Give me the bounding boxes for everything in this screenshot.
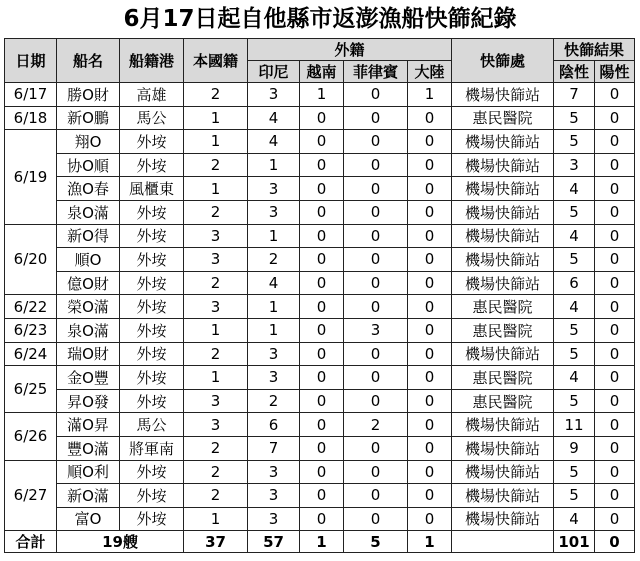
philippines-count: 0 (344, 389, 408, 413)
screening-site: 機場快篩站 (452, 271, 554, 295)
negative-count: 5 (554, 389, 595, 413)
negative-count: 5 (554, 248, 595, 272)
date-cell: 6/26 (5, 413, 57, 460)
vietnam-count: 0 (300, 248, 344, 272)
negative-count: 4 (554, 295, 595, 319)
totals-row (5, 531, 635, 553)
negative-count: 4 (554, 366, 595, 390)
header-boat: 船名 (57, 39, 120, 83)
indonesia-count: 1 (248, 318, 300, 342)
philippines-count: 0 (344, 130, 408, 154)
date-cell: 6/24 (5, 342, 57, 366)
boat-name: 新O鵬 (57, 106, 120, 130)
domestic-count: 1 (184, 130, 248, 154)
vietnam-count: 0 (300, 271, 344, 295)
vietnam-count: 1 (300, 83, 344, 107)
positive-count: 0 (595, 366, 635, 390)
home-port: 風櫃東 (120, 177, 184, 201)
table-row (5, 436, 635, 460)
table-row (5, 271, 635, 295)
china-count: 0 (408, 318, 452, 342)
domestic-count: 2 (184, 83, 248, 107)
indonesia-count: 3 (248, 83, 300, 107)
indonesia-count: 6 (248, 413, 300, 437)
table-row (5, 460, 635, 484)
home-port: 外垵 (120, 271, 184, 295)
vietnam-count: 0 (300, 436, 344, 460)
table-row (5, 153, 635, 177)
boat-name: 翔O (57, 130, 120, 154)
positive-count: 0 (595, 484, 635, 508)
boat-name: 昇O發 (57, 389, 120, 413)
indonesia-count: 7 (248, 436, 300, 460)
screening-site: 機場快篩站 (452, 200, 554, 224)
indonesia-count: 3 (248, 366, 300, 390)
screening-site: 惠民醫院 (452, 106, 554, 130)
philippines-count: 0 (344, 366, 408, 390)
date-cell: 6/27 (5, 460, 57, 531)
totals-china: 1 (408, 531, 452, 553)
header-vietnam: 越南 (300, 61, 344, 83)
philippines-count: 0 (344, 83, 408, 107)
boat-name: 順O (57, 248, 120, 272)
boat-name: 滿O昇 (57, 413, 120, 437)
indonesia-count: 4 (248, 130, 300, 154)
screening-site: 機場快篩站 (452, 460, 554, 484)
table-row (5, 318, 635, 342)
screening-table (4, 38, 635, 553)
china-count: 0 (408, 295, 452, 319)
negative-count: 5 (554, 200, 595, 224)
date-cell: 6/25 (5, 366, 57, 413)
home-port: 外垵 (120, 366, 184, 390)
positive-count: 0 (595, 507, 635, 531)
home-port: 外垵 (120, 153, 184, 177)
indonesia-count: 4 (248, 106, 300, 130)
negative-count: 6 (554, 271, 595, 295)
philippines-count: 0 (344, 507, 408, 531)
home-port: 外垵 (120, 248, 184, 272)
china-count: 0 (408, 153, 452, 177)
header-result: 快篩結果 (554, 39, 635, 61)
table-body (5, 83, 635, 531)
china-count: 0 (408, 248, 452, 272)
vietnam-count: 0 (300, 295, 344, 319)
totals-boats: 19艘 (57, 531, 184, 553)
date-cell: 6/23 (5, 318, 57, 342)
domestic-count: 1 (184, 366, 248, 390)
positive-count: 0 (595, 130, 635, 154)
screening-site: 機場快篩站 (452, 83, 554, 107)
china-count: 0 (408, 460, 452, 484)
home-port: 馬公 (120, 106, 184, 130)
header-date: 日期 (5, 39, 57, 83)
home-port: 外垵 (120, 224, 184, 248)
vietnam-count: 0 (300, 366, 344, 390)
domestic-count: 3 (184, 248, 248, 272)
home-port: 外垵 (120, 200, 184, 224)
home-port: 外垵 (120, 460, 184, 484)
table-row (5, 507, 635, 531)
boat-name: 漁O春 (57, 177, 120, 201)
vietnam-count: 0 (300, 177, 344, 201)
philippines-count: 0 (344, 295, 408, 319)
indonesia-count: 3 (248, 460, 300, 484)
domestic-count: 2 (184, 342, 248, 366)
header-negative: 陰性 (554, 61, 595, 83)
home-port: 外垵 (120, 342, 184, 366)
date-cell: 6/17 (5, 83, 57, 107)
positive-count: 0 (595, 271, 635, 295)
indonesia-count: 2 (248, 389, 300, 413)
china-count: 0 (408, 436, 452, 460)
vietnam-count: 0 (300, 153, 344, 177)
china-count: 0 (408, 389, 452, 413)
philippines-count: 0 (344, 224, 408, 248)
vietnam-count: 0 (300, 224, 344, 248)
date-cell: 6/18 (5, 106, 57, 130)
indonesia-count: 4 (248, 271, 300, 295)
table-row (5, 389, 635, 413)
philippines-count: 0 (344, 484, 408, 508)
boat-name: 順O利 (57, 460, 120, 484)
vietnam-count: 0 (300, 200, 344, 224)
table-row (5, 366, 635, 390)
indonesia-count: 1 (248, 295, 300, 319)
negative-count: 11 (554, 413, 595, 437)
china-count: 0 (408, 177, 452, 201)
positive-count: 0 (595, 436, 635, 460)
china-count: 0 (408, 106, 452, 130)
table-row (5, 248, 635, 272)
philippines-count: 2 (344, 413, 408, 437)
philippines-count: 0 (344, 106, 408, 130)
screening-site: 惠民醫院 (452, 389, 554, 413)
totals-indonesia: 57 (248, 531, 300, 553)
boat-name: 新O得 (57, 224, 120, 248)
domestic-count: 2 (184, 200, 248, 224)
domestic-count: 2 (184, 484, 248, 508)
table-row (5, 224, 635, 248)
china-count: 1 (408, 83, 452, 107)
negative-count: 5 (554, 106, 595, 130)
screening-site: 機場快篩站 (452, 130, 554, 154)
header-positive: 陽性 (595, 61, 635, 83)
home-port: 將軍南 (120, 436, 184, 460)
header-philippines: 菲律賓 (344, 61, 408, 83)
philippines-count: 0 (344, 153, 408, 177)
table-row (5, 342, 635, 366)
home-port: 外垵 (120, 295, 184, 319)
positive-count: 0 (595, 413, 635, 437)
vietnam-count: 0 (300, 130, 344, 154)
header-port: 船籍港 (120, 39, 184, 83)
china-count: 0 (408, 224, 452, 248)
negative-count: 3 (554, 153, 595, 177)
domestic-count: 2 (184, 436, 248, 460)
boat-name: 富O (57, 507, 120, 531)
domestic-count: 3 (184, 413, 248, 437)
header-domestic: 本國籍 (184, 39, 248, 83)
screening-site: 機場快篩站 (452, 413, 554, 437)
indonesia-count: 1 (248, 153, 300, 177)
domestic-count: 3 (184, 389, 248, 413)
table-row (5, 177, 635, 201)
domestic-count: 2 (184, 271, 248, 295)
indonesia-count: 3 (248, 507, 300, 531)
positive-count: 0 (595, 200, 635, 224)
table-row (5, 106, 635, 130)
positive-count: 0 (595, 153, 635, 177)
positive-count: 0 (595, 389, 635, 413)
philippines-count: 0 (344, 460, 408, 484)
philippines-count: 0 (344, 436, 408, 460)
header-foreign: 外籍 (248, 39, 452, 61)
totals-domestic: 37 (184, 531, 248, 553)
screening-site: 機場快篩站 (452, 507, 554, 531)
boat-name: 协O順 (57, 153, 120, 177)
china-count: 0 (408, 507, 452, 531)
table-row (5, 200, 635, 224)
philippines-count: 0 (344, 271, 408, 295)
negative-count: 4 (554, 224, 595, 248)
boat-name: 億O財 (57, 271, 120, 295)
positive-count: 0 (595, 295, 635, 319)
negative-count: 9 (554, 436, 595, 460)
indonesia-count: 3 (248, 177, 300, 201)
vietnam-count: 0 (300, 484, 344, 508)
negative-count: 5 (554, 342, 595, 366)
positive-count: 0 (595, 248, 635, 272)
vietnam-count: 0 (300, 342, 344, 366)
china-count: 0 (408, 200, 452, 224)
vietnam-count: 0 (300, 413, 344, 437)
home-port: 高雄 (120, 83, 184, 107)
domestic-count: 1 (184, 318, 248, 342)
positive-count: 0 (595, 224, 635, 248)
domestic-count: 1 (184, 106, 248, 130)
negative-count: 5 (554, 484, 595, 508)
philippines-count: 3 (344, 318, 408, 342)
vietnam-count: 0 (300, 507, 344, 531)
header-indonesia: 印尼 (248, 61, 300, 83)
totals-site (452, 531, 554, 553)
table-row (5, 484, 635, 508)
screening-site: 機場快篩站 (452, 248, 554, 272)
table-title: 6月17日起自他縣市返澎漁船快篩紀錄 (123, 6, 517, 32)
home-port: 外垵 (120, 318, 184, 342)
china-count: 0 (408, 342, 452, 366)
screening-site: 惠民醫院 (452, 295, 554, 319)
date-cell: 6/19 (5, 130, 57, 224)
boat-name: 泉O滿 (57, 200, 120, 224)
vietnam-count: 0 (300, 389, 344, 413)
domestic-count: 2 (184, 460, 248, 484)
screening-site: 機場快篩站 (452, 342, 554, 366)
totals-vietnam: 1 (300, 531, 344, 553)
boat-name: 金O豐 (57, 366, 120, 390)
boat-name: 榮O滿 (57, 295, 120, 319)
china-count: 0 (408, 366, 452, 390)
philippines-count: 0 (344, 342, 408, 366)
indonesia-count: 2 (248, 248, 300, 272)
table-row (5, 413, 635, 437)
table-row (5, 83, 635, 107)
totals-label: 合計 (5, 531, 57, 553)
negative-count: 4 (554, 177, 595, 201)
indonesia-count: 3 (248, 342, 300, 366)
positive-count: 0 (595, 106, 635, 130)
positive-count: 0 (595, 177, 635, 201)
philippines-count: 0 (344, 177, 408, 201)
vietnam-count: 0 (300, 106, 344, 130)
domestic-count: 3 (184, 224, 248, 248)
totals-philippines: 5 (344, 531, 408, 553)
screening-site: 機場快篩站 (452, 224, 554, 248)
domestic-count: 1 (184, 507, 248, 531)
domestic-count: 3 (184, 295, 248, 319)
home-port: 外垵 (120, 507, 184, 531)
boat-name: 泉O滿 (57, 318, 120, 342)
indonesia-count: 3 (248, 200, 300, 224)
screening-site: 機場快篩站 (452, 177, 554, 201)
screening-site: 惠民醫院 (452, 318, 554, 342)
positive-count: 0 (595, 83, 635, 107)
china-count: 0 (408, 484, 452, 508)
screening-site: 機場快篩站 (452, 436, 554, 460)
home-port: 馬公 (120, 413, 184, 437)
china-count: 0 (408, 413, 452, 437)
totals-positive: 0 (595, 531, 635, 553)
date-cell: 6/22 (5, 295, 57, 319)
boat-name: 新O滿 (57, 484, 120, 508)
boat-name: 豐O滿 (57, 436, 120, 460)
vietnam-count: 0 (300, 318, 344, 342)
vietnam-count: 0 (300, 460, 344, 484)
positive-count: 0 (595, 318, 635, 342)
indonesia-count: 3 (248, 484, 300, 508)
domestic-count: 1 (184, 177, 248, 201)
table-row (5, 130, 635, 154)
screening-site: 機場快篩站 (452, 484, 554, 508)
home-port: 外垵 (120, 484, 184, 508)
totals-negative: 101 (554, 531, 595, 553)
header-site: 快篩處 (452, 39, 554, 83)
indonesia-count: 1 (248, 224, 300, 248)
date-cell: 6/20 (5, 224, 57, 295)
boat-name: 瑞O財 (57, 342, 120, 366)
home-port: 外垵 (120, 389, 184, 413)
positive-count: 0 (595, 460, 635, 484)
philippines-count: 0 (344, 248, 408, 272)
boat-name: 勝O財 (57, 83, 120, 107)
negative-count: 4 (554, 507, 595, 531)
table-row (5, 295, 635, 319)
negative-count: 5 (554, 460, 595, 484)
negative-count: 5 (554, 318, 595, 342)
negative-count: 5 (554, 130, 595, 154)
positive-count: 0 (595, 342, 635, 366)
domestic-count: 2 (184, 153, 248, 177)
negative-count: 7 (554, 83, 595, 107)
header-china: 大陸 (408, 61, 452, 83)
china-count: 0 (408, 271, 452, 295)
philippines-count: 0 (344, 200, 408, 224)
screening-site: 機場快篩站 (452, 153, 554, 177)
home-port: 外垵 (120, 130, 184, 154)
china-count: 0 (408, 130, 452, 154)
screening-site: 惠民醫院 (452, 366, 554, 390)
